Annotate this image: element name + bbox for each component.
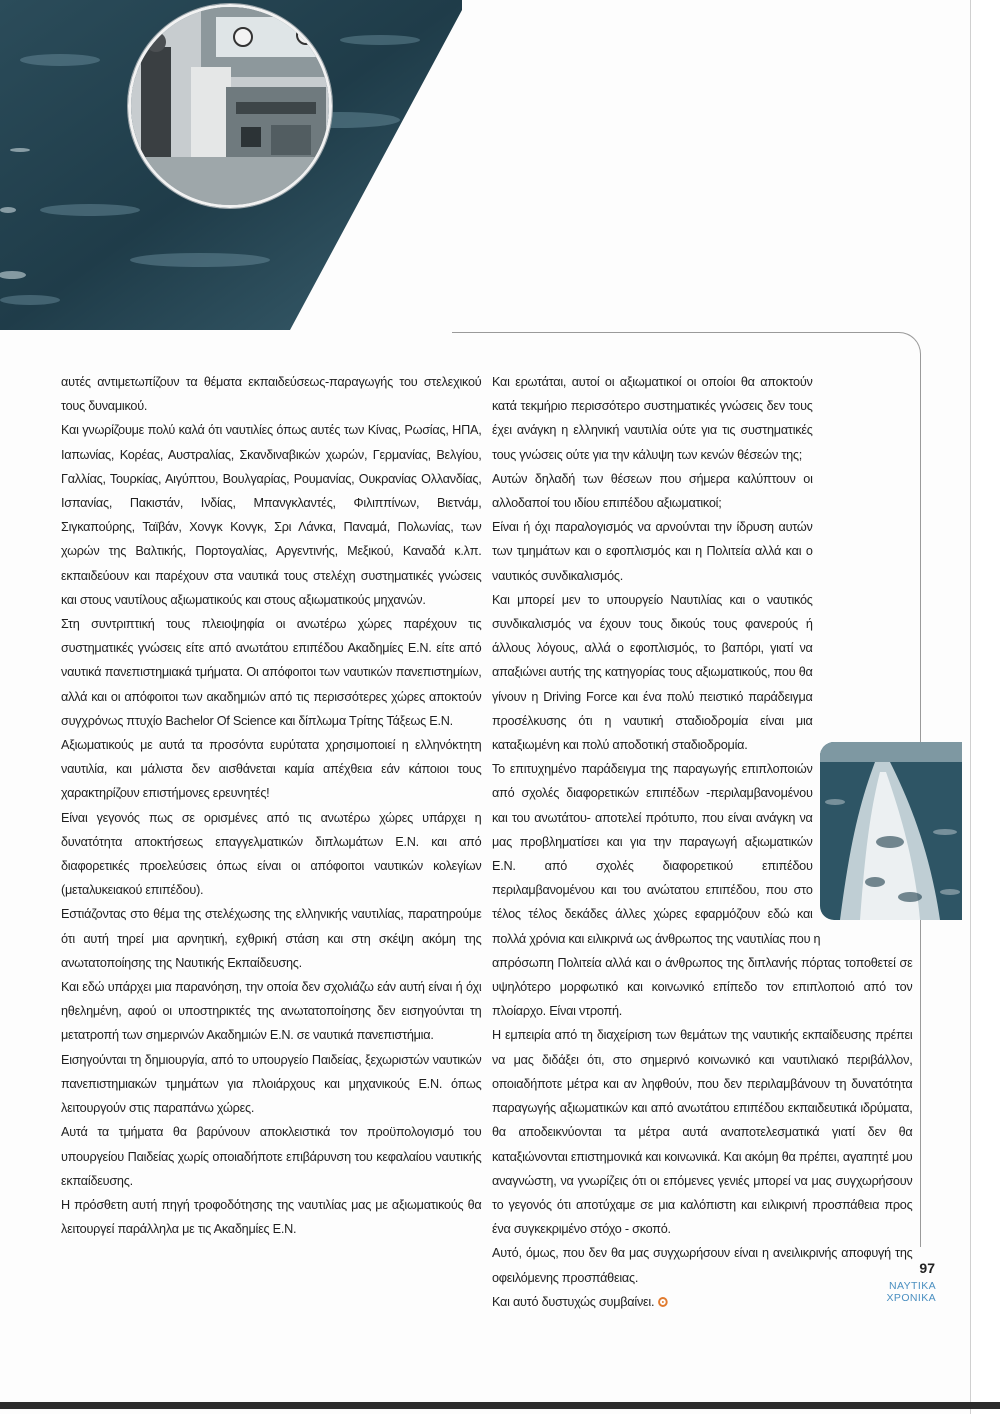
page-number: 97 xyxy=(919,1260,935,1276)
closing-sentence: Και αυτό δυστυχώς συμβαίνει. xyxy=(492,1293,655,1309)
paragraph: Αυτά τα τμήματα θα βαρύνουν αποκλειστικά τον προϋπολογισμό του υπουργείου Παιδείας χωρίς οποιαδήποτε επιβάρυνση του κεφαλαίου ναυτικής εκπαίδευσης. xyxy=(61,1124,482,1188)
magazine-title-line1: ΝΑΥΤΙΚΑ xyxy=(889,1280,936,1292)
paragraph: Και εδώ υπάρχει μια παρανόηση, την οποία δεν σχολιάζω εάν αυτή είναι ή όχι ηθελημένη, αφού οι υποστηρικτές της ανωτατοποίησης δεν εισηγούνται τη μετατροπή των σημερινών Ακαδημιών Ε.Ν. σε ναυτικά πανεπιστήμια. xyxy=(61,979,482,1043)
paragraph: Η εμπειρία από τη διαχείριση των θεμάτων της ναυτικής εκπαίδευσης πρέπει να μας διδάξει ότι, στο σημερινό κοινωνικό και ναυτιλιακό περιβάλλον, οποιαδήποτε μέτρα και αν ληφθούν, που δεν περιλαμβάνουν τη δυνατότητα παραγωγής αξιωματικών και από ανωτάτου επιπέδου εκπαιδευτικά ιδρύματα, θα αποδεικνύονται τα μέτρα αυτά αναποτελεσματικά γιατί δεν θα καταξιώνονται επιστημονικά και κοινωνικά. Και ακόμη θα πρέπει, αγαπητέ μου αναγνώστη, να γνωρίζεις ότι οι επόμενες γενιές μπορεί να μας συγχωρήσουν το γεγονός ότι αποτύχαμε σε μια καλόπιστη και ειλικρινή προσπάθεια προς ένα συγκεκριμένο στόχο - σκοπό. xyxy=(492,1027,913,1237)
paragraph: Και ερωτάται, αυτοί οι αξιωματικοί οι οποίοι θα αποκτούν κατά τεκμήριο περισσότερο συστηματικές γνώσεις δεν τους έχει ανάγκη η ελληνική ναυτιλία ούτε για τις συστηματικές τους γνώσεις ούτε για την κάλυψη των κενών θέσεών της; xyxy=(492,374,813,462)
ship-wake-photo xyxy=(820,742,962,920)
article-left-column xyxy=(61,370,481,1241)
paragraph: Στη συντριπτική τους πλειοψηφία οι ανωτέρω χώρες παρέχουν τις συστηματικές γνώσεις είτε από ανωτάτου επιπέδου Ακαδημίες Ε.Ν. είτε από ναυτικά πανεπιστημιακά τμήματα. Οι απόφοιτοι των ναυτικών πανεπιστημίων, αλλά και οι απόφοιτοι των ακαδημιών από τις περισσότερες χώρες αποκτούν συγχρόνως πτυχίο Bachelor Of Science και δίπλωμα Τρίτης Τάξεως Ε.Ν. xyxy=(61,616,482,728)
magazine-title xyxy=(860,1280,936,1304)
paragraph: Εισηγούνται τη δημιουργία, από το υπουργείο Παιδείας, ξεχωριστών ναυτικών πανεπιστημιακών τμημάτων για πλοιάρχους και μηχανικούς Ε.Ν. όπως λειτουργούν στις παραπάνω χώρες. xyxy=(61,1051,482,1116)
paragraph: Αυτό, όμως, που δεν θα μας συγχωρήσουν είναι η ανειλικρινής αποφυγή της οφειλόμενης προσπάθειας. xyxy=(492,1245,913,1285)
paragraph xyxy=(492,1290,912,1314)
paragraph: Και μπορεί μεν το υπουργείο Ναυτιλίας και ο ναυτικός συνδικαλισμός να έχουν τους δικούς τους φανερούς ή άλλους λόγους, αλλά ο εφοπλισμός, το βαπόρι, γιατί να απαξιώνει αυτής της κατηγορίας τους αξιωματικούς, που θα γίνουν η Driving Force και ένα πολύ πειστικό παράδειγμα προσέλκυσης ότι η ναυτική σταδιοδρομία είναι μια καταξιωμένη και πολύ αποδοτική σταδιοδρομία. xyxy=(492,591,813,753)
end-of-article-icon xyxy=(658,1297,668,1307)
paragraph: Η πρόσθετη αυτή πηγή τροφοδότησης της ναυτιλίας μας με αξιωματικούς θα λειτουργεί παράλληλα με τις Ακαδημίες Ε.Ν. xyxy=(61,1196,482,1237)
hero-sea-photo xyxy=(0,0,462,330)
paragraph: Αξιωματικούς με αυτά τα προσόντα ευρύτατα χρησιμοποιεί η ελληνόκτητη ναυτιλία, και μάλιστα δεν αισθάνεται καμία απέχθεια εάν κάποιοι τους χαρακτηρίζουν επιστήμονες ερευνητές! xyxy=(61,737,482,801)
ship-bridge-photo xyxy=(128,4,332,208)
paragraph: Το επιτυχημένο παράδειγμα της παραγωγής επιπλοποιών από σχολές διαφορετικών επιπέδων -περιλαμβανομένου και του ανωτάτου- αποτελεί πρότυπο, που είναι ανάγκη να μας προβληματίσει και για την παραγωγή αξιωματικών Ε.Ν. από σχολές διαφορετικού επιπέδου περιλαμβανομένου και του ανώτατου επιπέδου, που στο τέλος τέλος δεκάδες άλλες χώρες εφαρμόζουν εδώ και πολλά χρόνια και ειλικρινά ως άνθρωπος της ναυτιλίας που η απρόσωπη Πολιτεία αλλά και ο άνθρωπος της διπλανής πόρτας τοποθετεί σε υψηλότερο μορφωτικό και κοινωνικό επίπεδο τον επιπλοποιό από τον πλοίαρχο. Είναι ντροπή. xyxy=(492,761,913,1019)
paragraph: Είναι ή όχι παραλογισμός να αρνούνται την ίδρυση αυτών των τμημάτων και ο εφοπλισμός και η Πολιτεία αλλά και ο ναυτικός συνδικαλισμός. xyxy=(492,519,813,583)
magazine-title-line2: ΧΡΟΝΙΚΑ xyxy=(886,1292,936,1304)
paragraph: Εστιάζοντας στο θέμα της στελέχωσης της ελληνικής ναυτιλίας, παρατηρούμε ότι αυτή τηρεί μια αρνητική, εχθρική στάση και στη σκέψη ακόμη της ανωτατοποίησης της Ναυτικής Εκπαίδευσης. xyxy=(61,906,482,970)
paragraph: Και γνωρίζουμε πολύ καλά ότι ναυτιλίες όπως αυτές των Κίνας, Ρωσίας, ΗΠΑ, Ιαπωνίας, Κορέας, Αυστραλίας, Σκανδιναβικών χωρών, Γερμανίας, Βελγίου, Γαλλίας, Τουρκίας, Αιγύπτου, Βουλγαρίας, Ρουμανίας, Ουκρανίας Ολλανδίας, Ισπανίας, Πακιστάν, Ινδίας, Μπανγκλαντές, Φιλιππίνων, Βιετνάμ, Σιγκαπούρης, Ταϊβάν, Χονγκ Κονγκ, Σρι Λάνκα, Παναμά, Πολωνίας, των χωρών της Βαλτικής, Πορτογαλίας, Αργεντινής, Μεξικού, Καναδά κ.λπ. εκπαιδεύουν και παρέχουν στα ναυτικά τους στελέχη συστηματικές γνώσεις και στους ναυτίλους αξιωματικούς και στους αξιωματικούς μηχανών. xyxy=(61,422,482,607)
paragraph: αυτές αντιμετωπίζουν τα θέματα εκπαιδεύσεως-παραγωγής του στελεχικού τους δυναμικού. xyxy=(61,374,482,414)
bottom-scan-edge xyxy=(0,1402,1000,1409)
paragraph: Είναι γεγονός πως σε ορισμένες από τις ανωτέρω χώρες υπάρχει η δυνατότητα αποκτήσεως επαγγελματικών διπλωμάτων Ε.Ν. και από διαφορετικές προελεύσεις όπως είναι οι απόφοιτοι ναυτικών κολεγίων (μεταλυκειακού επιπέδου). xyxy=(61,809,482,898)
paragraph: Αυτών δηλαδή των θέσεων που σήμερα καλύπτουν οι αλλοδαποί του ιδίου επιπέδου αξιωματικοί; xyxy=(492,470,813,511)
